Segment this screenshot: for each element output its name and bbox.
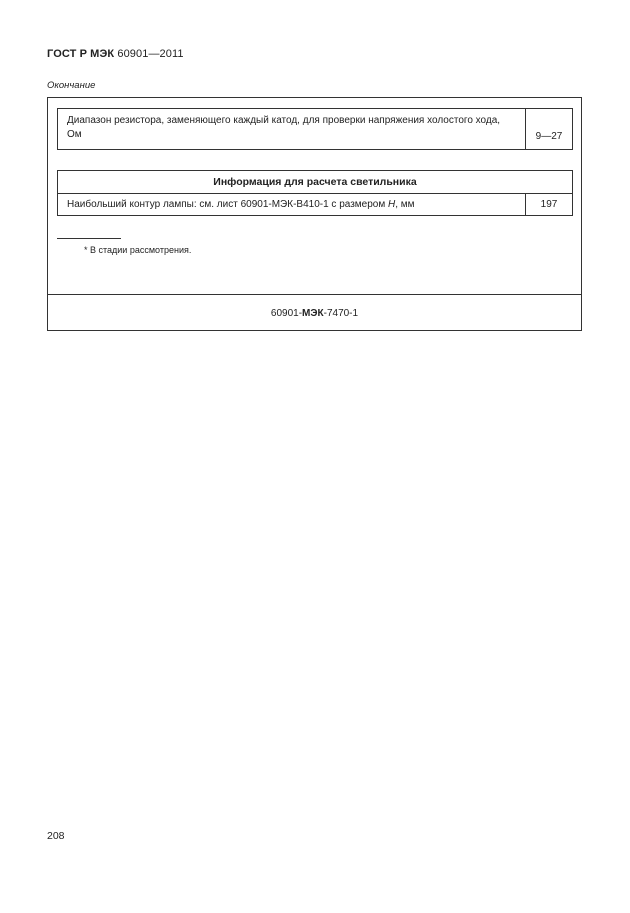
sheet-frame <box>47 97 582 331</box>
footnote: * В стадии рассмотрения. <box>84 245 192 255</box>
lamp-outline-text: Наибольший контур лампы: см. лист 60901-МЭК-В410-1 с размером <box>67 199 389 210</box>
luminaire-info-title: Информация для расчета светильника <box>58 171 572 194</box>
sheet-identifier <box>48 294 581 332</box>
footnote-divider <box>57 238 121 239</box>
standard-prefix: ГОСТ Р МЭК <box>47 48 115 60</box>
sheet-id-prefix: 60901- <box>270 308 303 319</box>
parameter-table <box>57 108 573 150</box>
page-number: 208 <box>47 830 65 842</box>
luminaire-info-table <box>57 170 573 216</box>
standard-number: 60901—2011 <box>117 48 184 60</box>
lamp-outline-description <box>58 194 526 216</box>
table-row <box>58 194 572 216</box>
dimension-variable: H <box>388 199 396 210</box>
parameter-value: 9—27 <box>535 131 563 142</box>
dimension-unit: , мм <box>395 199 415 210</box>
parameter-description: Диапазон резистора, заменяющего каждый катод, для проверки напряжения холостого хода, Ом <box>58 109 526 149</box>
sheet-id-bold: МЭК <box>302 308 324 319</box>
document-header <box>47 48 184 60</box>
sheet-id-suffix: -7470-1 <box>323 308 359 319</box>
continuation-label: Окончание <box>47 80 96 91</box>
lamp-outline-value: 197 <box>540 199 558 210</box>
